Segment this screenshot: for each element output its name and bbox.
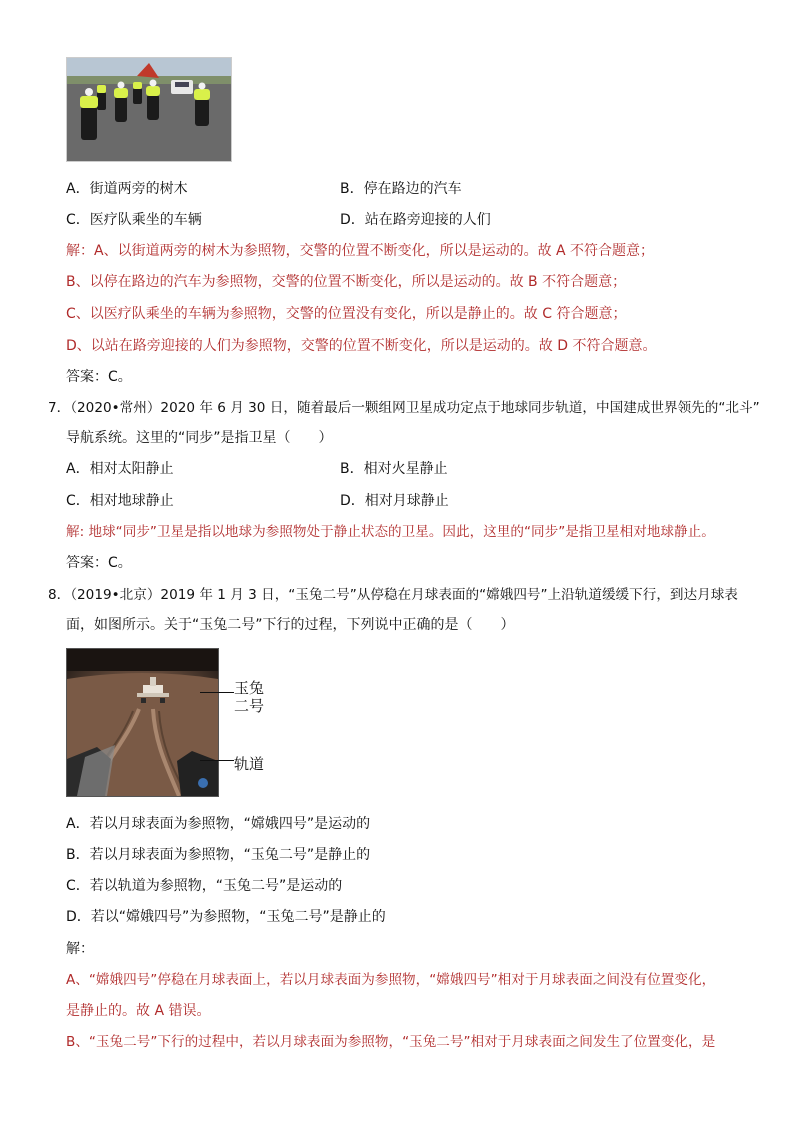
q6-solution-line: 解：A、以街道两旁的树木为参照物，交警的位置不断变化，所以是运动的。故 A 不符合题意；	[66, 243, 655, 259]
q6-option-b: B．停在路边的汽车	[340, 181, 462, 197]
label-rover-line2: 二号	[234, 697, 265, 715]
q7-stem: 7．（2020•常州）2020 年 6 月 30 日，随着最后一颗组网卫星成功定点于地球同步轨道，中国建成世界领先的“北斗”	[48, 400, 760, 416]
q6-solution-line: D、以站在路旁迎接的人们为参照物，交警的位置不断变化，所以是运动的。故 D 不符合题意。	[66, 338, 657, 354]
track-leader-line	[200, 760, 234, 761]
q8-option-a: A．若以月球表面为参照物，“嫦娥四号”是运动的	[66, 816, 371, 832]
lunar-rover-photo	[66, 648, 219, 797]
label-track: 轨道	[234, 755, 265, 773]
q8-option-c: C．若以轨道为参照物，“玉兔二号”是运动的	[66, 878, 343, 894]
q6-solution-line: B、以停在路边的汽车为参照物，交警的位置不断变化，所以是运动的。故 B 不符合题意；	[66, 274, 627, 290]
q7-option-d: D．相对月球静止	[340, 493, 449, 509]
q7-answer: 答案：C。	[66, 555, 132, 571]
q6-answer: 答案：C。	[66, 369, 132, 385]
q7-solution: 解: 地球“同步”卫星是指以地球为参照物处于静止状态的卫星。因此，这里的“同步”是指卫星相对地球静止。	[66, 524, 715, 540]
q8-solution-line: B、“玉兔二号”下行的过程中，若以月球表面为参照物，“玉兔二号”相对于月球表面之间发生了位置变化，是	[66, 1034, 716, 1050]
q7-option-c: C．相对地球静止	[66, 493, 174, 509]
police-motorcade-photo	[66, 57, 232, 162]
police-motorcade-illustration	[67, 58, 231, 161]
label-rover-line1: 玉兔	[234, 679, 265, 697]
q8-solution-line: 是静止的。故 A 错误。	[66, 1003, 211, 1019]
q6-option-d: D．站在路旁迎接的人们	[340, 212, 491, 228]
q8-stem: 8．（2019•北京）2019 年 1 月 3 日，“玉兔二号”从停稳在月球表面的“嫦娥四号”上沿轨道缓缓下行，到达月球表	[48, 587, 738, 603]
q7-stem-continued: 导航系统。这里的“同步”是指卫星（ ）	[66, 430, 333, 446]
q8-solution-line: A、“嫦娥四号”停稳在月球表面上，若以月球表面为参照物，“嫦娥四号”相对于月球表面之间没有位置变化，	[66, 972, 716, 988]
rover-leader-line	[200, 692, 234, 693]
q7-option-b: B．相对火星静止	[340, 461, 448, 477]
lunar-rover-illustration	[67, 649, 218, 796]
q8-option-b: B．若以月球表面为参照物，“玉兔二号”是静止的	[66, 847, 371, 863]
q8-option-d: D．若以“嫦娥四号”为参照物，“玉兔二号”是静止的	[66, 909, 386, 925]
q7-option-a: A．相对太阳静止	[66, 461, 174, 477]
q6-solution-line: C、以医疗队乘坐的车辆为参照物，交警的位置没有变化，所以是静止的。故 C 符合题意；	[66, 306, 627, 322]
q6-option-c: C．医疗队乘坐的车辆	[66, 212, 202, 228]
q8-stem-continued: 面，如图所示。关于“玉兔二号”下行的过程，下列说中正确的是（ ）	[66, 617, 515, 633]
q8-solution-label: 解：	[66, 941, 94, 957]
q6-option-a: A．街道两旁的树木	[66, 181, 188, 197]
